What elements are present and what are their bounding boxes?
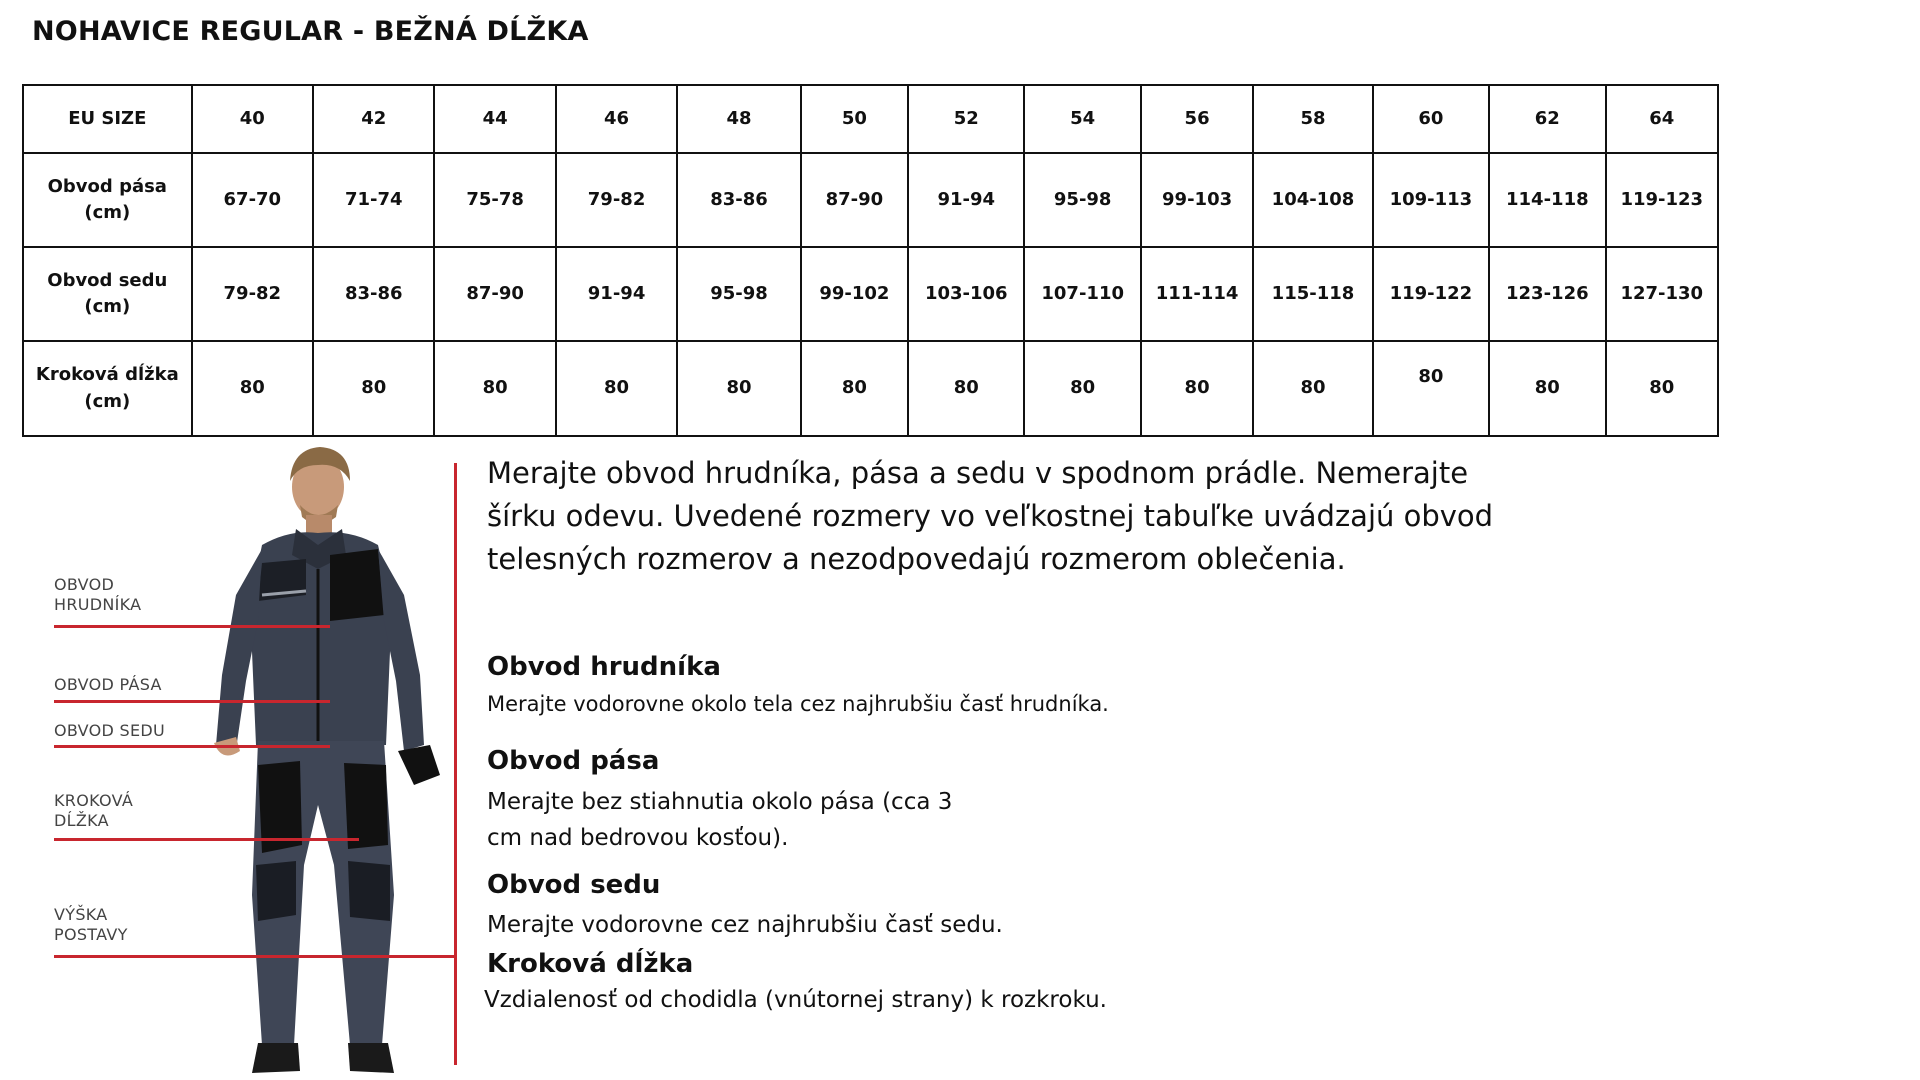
table-cell: 71-74	[313, 153, 434, 247]
label-height: VÝŠKA POSTAVY	[54, 905, 128, 944]
table-cell: 80	[677, 341, 800, 436]
section-title-waist: Obvod pása	[487, 746, 660, 776]
table-cell: 115-118	[1253, 247, 1372, 341]
table-cell: 119-123	[1606, 153, 1718, 247]
table-row-waist	[23, 153, 1718, 247]
intro-text: Merajte obvod hrudníka, pása a sedu v spodnom prádle. Nemerajte šírku odevu. Uvedené rozmery vo veľkostnej tabuľke uvádzajú obvod telesných rozmerov a nezodpovedajú rozmerom oblečenia.	[487, 456, 1494, 576]
table-cell: 80	[1024, 341, 1140, 436]
table-cell: 91-94	[908, 153, 1024, 247]
line-seat	[54, 745, 330, 748]
header-cell-size: 56	[1141, 85, 1253, 153]
line-waist	[54, 700, 330, 703]
table-cell: 119-122	[1373, 247, 1489, 341]
size-table	[22, 84, 1719, 437]
table-cell: 95-98	[677, 247, 800, 341]
table-cell: 99-103	[1141, 153, 1253, 247]
table-cell: 80	[1373, 341, 1489, 436]
row-label: Obvod pása (cm)	[23, 153, 192, 247]
table-cell: 67-70	[192, 153, 313, 247]
table-cell: 91-94	[556, 247, 677, 341]
row-label: Kroková dĺžka (cm)	[23, 341, 192, 436]
header-cell-size: 44	[434, 85, 555, 153]
table-row-seat	[23, 247, 1718, 341]
table-cell: 111-114	[1141, 247, 1253, 341]
table-cell: 75-78	[434, 153, 555, 247]
header-cell-size: 52	[908, 85, 1024, 153]
table-cell: 80	[908, 341, 1024, 436]
measurement-figure	[0, 445, 470, 1080]
table-cell: 109-113	[1373, 153, 1489, 247]
header-cell-size: 50	[801, 85, 908, 153]
table-cell: 83-86	[677, 153, 800, 247]
table-cell: 80	[192, 341, 313, 436]
table-cell: 107-110	[1024, 247, 1140, 341]
table-cell: 80	[1141, 341, 1253, 436]
table-cell: 99-102	[801, 247, 908, 341]
table-cell: 103-106	[908, 247, 1024, 341]
label-seat: OBVOD SEDU	[54, 721, 166, 740]
header-cell-eu-size: EU SIZE	[23, 85, 192, 153]
table-cell: 127-130	[1606, 247, 1718, 341]
table-cell: 104-108	[1253, 153, 1372, 247]
section-text-seat: Merajte vodorovne cez najhrubšiu časť sedu.	[487, 912, 1003, 938]
row-label: Obvod sedu (cm)	[23, 247, 192, 341]
line-chest	[54, 625, 330, 628]
line-inseam	[54, 838, 359, 841]
header-cell-size: 46	[556, 85, 677, 153]
table-cell: 114-118	[1489, 153, 1605, 247]
label-waist: OBVOD PÁSA	[54, 675, 162, 694]
header-cell-size: 42	[313, 85, 434, 153]
table-cell: 80	[434, 341, 555, 436]
header-cell-size: 48	[677, 85, 800, 153]
label-inseam: KROKOVÁ DĹŽKA	[54, 791, 134, 830]
table-cell: 80	[801, 341, 908, 436]
worker-illustration	[0, 445, 470, 1080]
header-cell-size: 40	[192, 85, 313, 153]
header-cell-size: 60	[1373, 85, 1489, 153]
table-cell: 79-82	[556, 153, 677, 247]
table-cell: 87-90	[434, 247, 555, 341]
header-cell-size: 62	[1489, 85, 1605, 153]
section-title-seat: Obvod sedu	[487, 870, 661, 900]
table-cell: 79-82	[192, 247, 313, 341]
table-row-inseam	[23, 341, 1718, 436]
table-header-row	[23, 85, 1718, 153]
label-chest: OBVOD HRUDNÍKA	[54, 575, 142, 614]
header-cell-size: 64	[1606, 85, 1718, 153]
table-cell: 80	[1253, 341, 1372, 436]
table-cell: 95-98	[1024, 153, 1140, 247]
table-cell: 80	[313, 341, 434, 436]
table-cell: 83-86	[313, 247, 434, 341]
table-cell: 80	[1489, 341, 1605, 436]
table-cell: 123-126	[1489, 247, 1605, 341]
section-text-inseam: Vzdialenosť od chodidla (vnútornej strany) k rozkroku.	[484, 987, 1107, 1013]
table-cell: 80	[556, 341, 677, 436]
section-title-inseam: Kroková dĺžka	[487, 949, 694, 979]
section-text-chest: Merajte vodorovne okolo tela cez najhrubšiu časť hrudníka.	[487, 692, 1109, 716]
page-title: NOHAVICE REGULAR - BEŽNÁ DĹŽKA	[32, 16, 589, 47]
section-title-chest: Obvod hrudníka	[487, 652, 721, 682]
table-cell: 80	[1606, 341, 1718, 436]
header-cell-size: 54	[1024, 85, 1140, 153]
section-text-waist: Merajte bez stiahnutia okolo pása (cca 3 cm nad bedrovou kosťou).	[487, 789, 953, 851]
line-height	[54, 955, 456, 958]
header-cell-size: 58	[1253, 85, 1372, 153]
table-cell: 87-90	[801, 153, 908, 247]
height-measure-line	[454, 463, 457, 1065]
